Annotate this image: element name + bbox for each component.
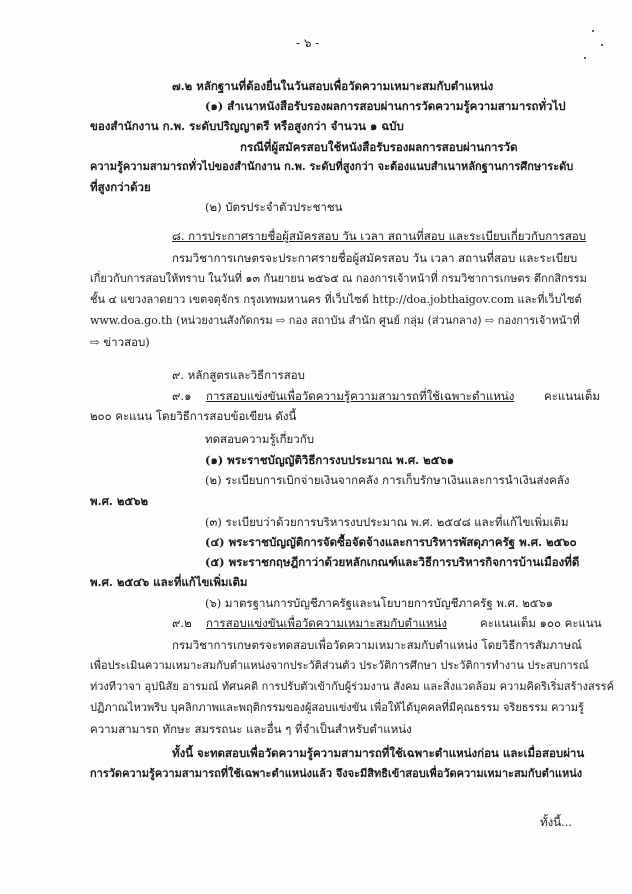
s91-score: คะแนนเต็ม xyxy=(544,389,600,403)
topic-6: (๖) มาตรฐานการบัญชีภาครัฐและนโยบายการบัญชีภาครัฐ พ.ศ. ๒๕๖๑ xyxy=(205,596,554,610)
scan-speck xyxy=(601,44,603,46)
continuation-text: ทั้งนี้... xyxy=(540,815,573,829)
s8-line1: กรมวิชาการเกษตรจะประกาศรายชื่อผู้สมัครสอบ วัน เวลา สถานที่สอบ และระเบียบ xyxy=(172,251,578,265)
s92-number: ๙.๒ xyxy=(172,616,192,630)
s8-line4: www.doa.go.th (หน่วยงานสังกัดกรม ⇨ กอง สถาบัน สำนัก ศูนย์ กลุ่ม (ส่วนกลาง) ⇨ กองการเจ้าหน้าที่ xyxy=(90,314,580,327)
s92-title: การสอบแข่งขันเพื่อวัดความเหมาะสมกับตำแหน่ง xyxy=(206,616,447,630)
topic-3: (๓) ระเบียบว่าด้วยการบริหารงบประมาณ พ.ศ. ๒๕๔๘ และที่แก้ไขเพิ่มเติม xyxy=(205,515,569,529)
section-9-heading: ๙. หลักสูตรและวิธีการสอบ xyxy=(172,368,305,382)
s91-number: ๙.๑ xyxy=(172,389,192,403)
s92-line3: ท่วงทีวาจา อุปนิสัย อารมณ์ ทัศนคติ การปรับตัวเข้ากับผู้ร่วมงาน สังคม และสิ่งแวดล้อม ความคิดริเริ่มสร้างสรรค์ xyxy=(90,680,614,693)
topic-2-line1: (๒) ระเบียบการเบิกจ่ายเงินจากคลัง การเก็บรักษาเงินและการนำเงินส่งคลัง xyxy=(205,473,570,487)
final-line1: ทั้งนี้ จะทดสอบเพื่อวัดความรู้ความสามารถที่ใช้เฉพาะตำแหน่งก่อน และเมื่อสอบผ่าน xyxy=(172,746,585,760)
s92-score: คะแนนเต็ม ๑๐๐ คะแนน xyxy=(480,616,602,630)
s92-line5: ความสามารถ ทักษะ สมรรถนะ และอื่น ๆ ที่จำเป็นสำหรับตำแหน่ง xyxy=(90,722,412,736)
s8-line2: เกี่ยวกับการสอบให้ทราบ ในวันที่ ๑๓ กันยายน ๒๕๖๕ ณ กองการเจ้าหน้าที่ กรมวิชาการเกษตร ตึกกสิกรรม xyxy=(90,272,587,285)
page-number: - ๖ - xyxy=(296,36,320,50)
s72-item1-line1: (๑) สำเนาหนังสือรับรองผลการสอบผ่านการวัดความรู้ความสามารถทั่วไป xyxy=(205,99,566,113)
s92-line1: กรมวิชาการเกษตรจะทดสอบเพื่อวัดความเหมาะสมกับตำแหน่ง โดยวิธีการสัมภาษณ์ xyxy=(172,638,582,652)
section-8-heading: ๘. การประกาศรายชื่อผู้สมัครสอบ วัน เวลา สถานที่สอบ และระเบียบเกี่ยวกับการสอบ xyxy=(172,229,587,243)
section-7-2-heading: ๗.๒ หลักฐานที่ต้องยื่นในวันสอบเพื่อวัดความเหมาะสมกับตำแหน่ง xyxy=(172,79,494,93)
s72-item2: (๒) บัตรประจำตัวประชาชน xyxy=(205,200,343,214)
s91-title: การสอบแข่งขันเพื่อวัดความรู้ความสามารถที่ใช้เฉพาะตำแหน่ง xyxy=(206,389,515,403)
s72-note-line3: ที่สูงกว่าด้วย xyxy=(90,180,151,194)
topic-2-line2: พ.ศ. ๒๕๖๒ xyxy=(90,494,149,508)
s8-line5: ⇨ ข่าวสอบ) xyxy=(90,335,150,349)
s91-line2: ๒๐๐ คะแนน โดยวิธีการสอบข้อเขียน ดังนี้ xyxy=(90,409,297,423)
topic-4: (๔) พระราชบัญญัติการจัดซื้อจัดจ้างและการบริหารพัสดุภาครัฐ พ.ศ. ๒๕๖๐ xyxy=(205,535,577,549)
topic-1: (๑) พระราชบัญญัติวิธีการงบประมาณ พ.ศ. ๒๕๖๑ xyxy=(205,453,455,467)
s72-note-line2: ความรู้ความสามารถทั่วไปของสำนักงาน ก.พ. ระดับที่สูงกว่า จะต้องแนบสำเนาหลักฐานการศึกษาระดับ xyxy=(90,160,574,173)
topic-5-line1: (๕) พระราชกฤษฎีกาว่าด้วยหลักเกณฑ์และวิธีการบริหารกิจการบ้านเมืองที่ดี xyxy=(205,555,580,569)
s8-line3: ชั้น ๔ แขวงลาดยาว เขตจตุจักร กรุงเทพมหานคร ที่เว็บไซต์ http://doa.jobthaigov.com และที่เว็บไซต์ xyxy=(90,293,582,306)
scan-speck xyxy=(584,57,586,59)
scan-speck xyxy=(592,30,594,32)
s92-line2: เพื่อประเมินความเหมาะสมกับตำแหน่งจากประวัติส่วนตัว ประวัติการศึกษา ประวัติการทำงาน ประสบการณ์ xyxy=(90,659,589,672)
topics-heading: ทดสอบความรู้เกี่ยวกับ xyxy=(205,432,314,446)
s92-line4: ปฏิภาณไหวพริบ บุคลิกภาพและพฤติกรรมของผู้สอบแข่งขัน เพื่อให้ได้บุคคลที่มีคุณธรรม จริยธรรม ความรู้ xyxy=(90,701,584,714)
s72-item1-line2: ของสำนักงาน ก.พ. ระดับปริญญาตรี หรือสูงกว่า จำนวน ๑ ฉบับ xyxy=(90,119,404,133)
topic-5-line2: พ.ศ. ๒๕๔๖ และที่แก้ไขเพิ่มเติม xyxy=(90,575,248,589)
final-line2: การวัดความรู้ความสามารถที่ใช้เฉพาะตำแหน่งแล้ว จึงจะมีสิทธิเข้าสอบเพื่อวัดความเหมาะสมกับตำแหน่ง xyxy=(90,767,583,780)
s72-note-line1: กรณีที่ผู้สมัครสอบใช้หนังสือรับรองผลการสอบผ่านการวัด xyxy=(240,140,518,154)
